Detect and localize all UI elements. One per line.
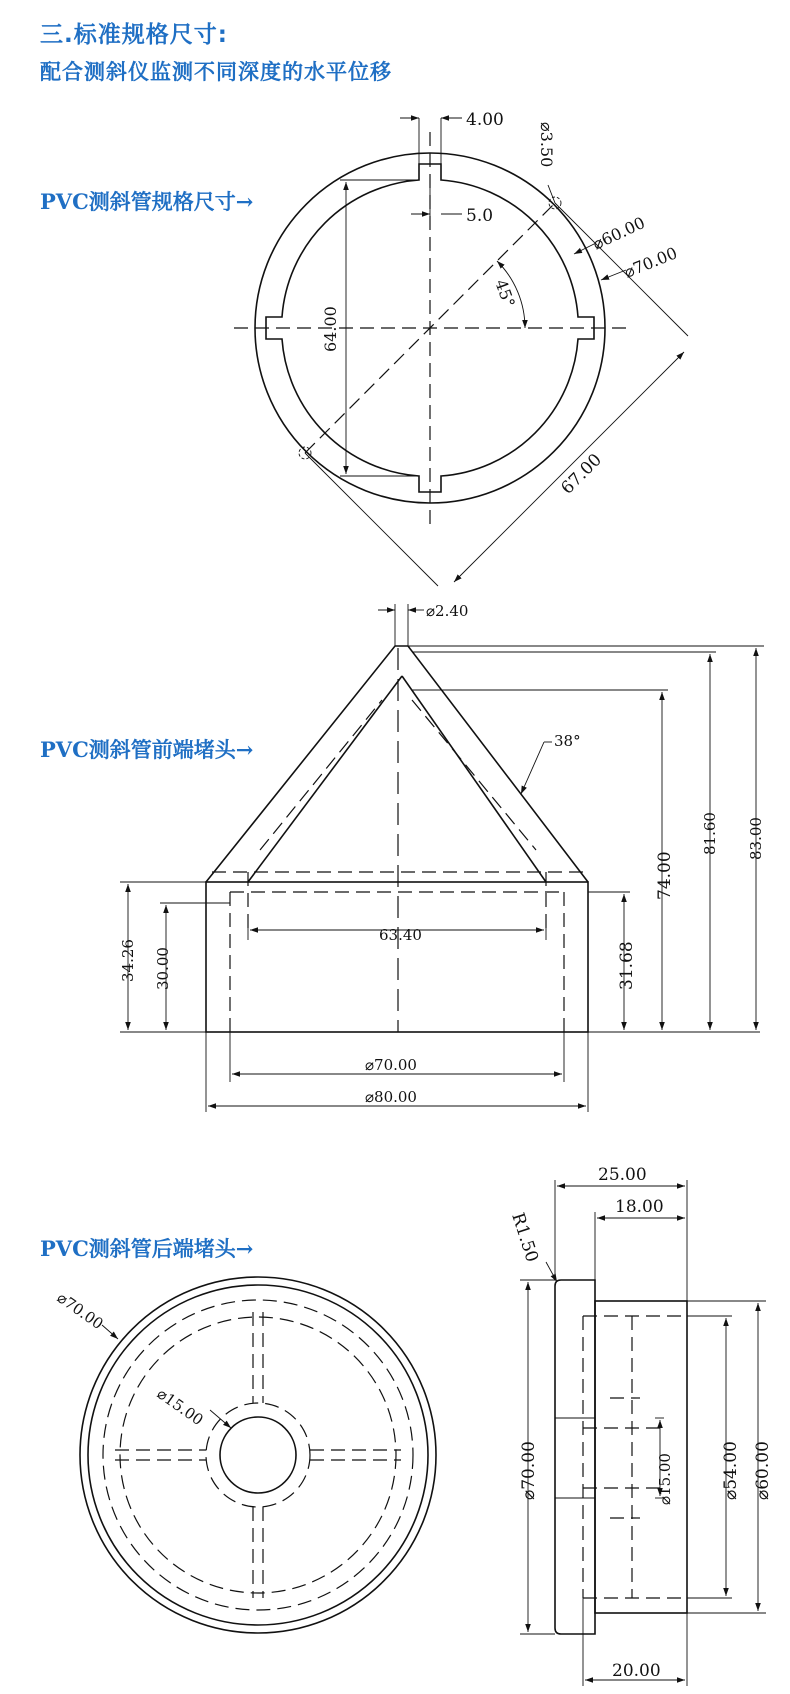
label-front-cap: PVC测斜管前端堵头→: [40, 737, 254, 762]
back-cap-outer-ring-2: [88, 1285, 428, 1625]
dim-height-a: 34.26: [119, 939, 137, 982]
dim-width-total: 25.00: [598, 1165, 647, 1185]
cap-body: [206, 882, 588, 1032]
hidden-circle-1: [103, 1300, 413, 1610]
dim-angle: 45°: [491, 276, 519, 311]
dim-radius: R1.50: [507, 1210, 542, 1265]
dim-diagonal: 67.00: [557, 449, 606, 499]
dim-height-e: 81.60: [701, 812, 719, 855]
dim-inner-dia: ⌀60.00: [589, 212, 648, 254]
page-title: 三.标准规格尺寸:: [40, 22, 228, 48]
cone-inner-left: [248, 676, 402, 882]
dim-dia-outer: ⌀80.00: [365, 1088, 417, 1106]
dim-height-b: 30.00: [154, 947, 172, 990]
pipe-cross-section: [234, 110, 688, 586]
dim-height-d: 74.00: [655, 851, 675, 900]
dim-height-c: 31.68: [617, 941, 637, 990]
front-cap-view: [119, 602, 765, 1112]
hidden-circle-2: [120, 1317, 396, 1593]
dim-side-inner-dia: ⌀54.00: [721, 1441, 741, 1500]
hidden-hole-ring: [206, 1403, 310, 1507]
dim-dia-inner: ⌀70.00: [365, 1056, 417, 1074]
label-back-cap: PVC测斜管后端堵头→: [40, 1236, 254, 1261]
back-cap-side-view: [507, 1165, 773, 1686]
dim-side-body-dia: ⌀60.00: [753, 1441, 773, 1500]
label-pipe-spec: PVC测斜管规格尺寸→: [40, 189, 254, 214]
dim-groove-depth: 5.0: [466, 206, 494, 226]
cone-inner-right: [402, 676, 546, 882]
dim-bottom-width: 20.00: [612, 1661, 661, 1681]
dim-inner-width: 63.40: [379, 926, 422, 944]
dim-outer-dia: ⌀70.00: [621, 243, 680, 282]
dim-width-body: 18.00: [615, 1197, 664, 1217]
page-subtitle: 配合测斜仪监测不同深度的水平位移: [40, 60, 392, 84]
dim-back-hole-dia: ⌀15.00: [153, 1384, 207, 1430]
dim-tip-dia: ⌀2.40: [426, 602, 469, 620]
center-hole: [220, 1417, 296, 1493]
dim-side-outer-dia: ⌀70.00: [519, 1441, 539, 1500]
dim-inner-span: 64.00: [321, 306, 340, 352]
dim-hole-dia: ⌀3.50: [537, 122, 556, 168]
dim-height-f: 83.00: [747, 817, 765, 860]
dim-back-outer-dia: ⌀70.00: [53, 1288, 107, 1334]
dim-side-hole-dia: ⌀15.00: [656, 1453, 674, 1505]
dim-cone-angle: 38°: [554, 732, 581, 750]
back-cap-outer-ring: [80, 1277, 436, 1633]
dim-groove-width: 4.00: [466, 110, 504, 130]
flange-outline: [555, 1280, 595, 1634]
back-cap-front-view: [54, 1277, 436, 1633]
